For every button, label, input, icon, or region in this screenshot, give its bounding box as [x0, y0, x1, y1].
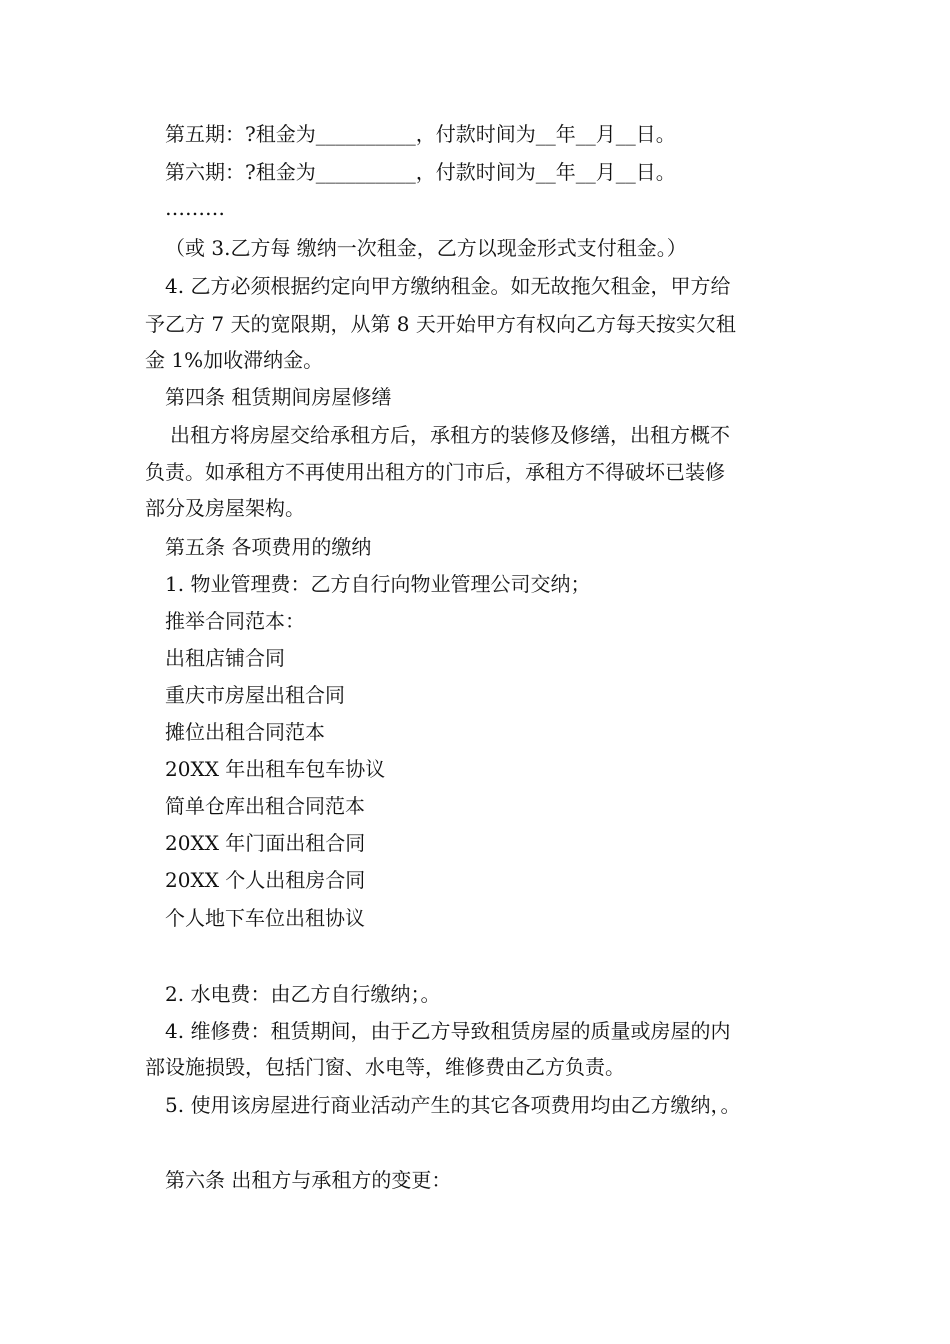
template-link-taxi-charter[interactable]: 20XX 年出租车包车协议 — [165, 757, 386, 781]
utility-fee-item: 2. 水电费：由乙方自行缴纳；。 — [165, 982, 441, 1006]
template-link-parking-space[interactable]: 个人地下车位出租协议 — [165, 906, 365, 930]
clause-4-line-3: 金 1%加收滞纳金。 — [145, 348, 324, 372]
article-4-body-line-2: 负责。如承租方不再使用出租方的门市后，承租方不得破坏已装修 — [145, 460, 725, 484]
ellipsis-line: ……… — [165, 196, 225, 220]
article-4-body-line-3: 部分及房屋架构。 — [145, 496, 305, 520]
clause-4-line-1: 4. 乙方必须根据约定向甲方缴纳租金。如无故拖欠租金，甲方给 — [165, 274, 731, 298]
article-4-body-line-1: 出租方将房屋交给承租方后，承租方的装修及修缮，出租方概不 — [170, 423, 730, 447]
template-link-warehouse-lease[interactable]: 简单仓库出租合同范本 — [165, 794, 365, 818]
article-5-heading: 第五条 各项费用的缴纳 — [165, 535, 372, 559]
template-link-chongqing-house[interactable]: 重庆市房屋出租合同 — [165, 683, 345, 707]
payment-period-5: 第五期：?租金为__________，付款时间为__年__月__日。 — [165, 122, 676, 146]
property-fee-item: 1. 物业管理费：乙方自行向物业管理公司交纳； — [165, 572, 591, 596]
payment-period-6: 第六期：?租金为__________，付款时间为__年__月__日。 — [165, 160, 676, 184]
other-fees-item: 5. 使用该房屋进行商业活动产生的其它各项费用均由乙方缴纳，。 — [165, 1093, 741, 1117]
article-4-heading: 第四条 租赁期间房屋修缮 — [165, 385, 392, 409]
template-link-personal-house[interactable]: 20XX 个人出租房合同 — [165, 868, 366, 892]
template-link-shop-lease[interactable]: 出租店铺合同 — [165, 646, 285, 670]
payment-alternative-note: （或 3.乙方每 缴纳一次租金，乙方以现金形式支付租金。） — [165, 236, 687, 260]
maintenance-fee-line-1: 4. 维修费：租赁期间，由于乙方导致租赁房屋的质量或房屋的内 — [165, 1019, 731, 1043]
template-link-stall-lease[interactable]: 摊位出租合同范本 — [165, 720, 325, 744]
maintenance-fee-line-2: 部设施损毁，包括门窗、水电等，维修费由乙方负责。 — [145, 1055, 625, 1079]
template-link-storefront-lease[interactable]: 20XX 年门面出租合同 — [165, 831, 366, 855]
clause-4-line-2: 予乙方 7 天的宽限期，从第 8 天开始甲方有权向乙方每天按实欠租 — [145, 312, 736, 336]
article-6-heading: 第六条 出租方与承租方的变更： — [165, 1168, 452, 1192]
recommended-templates-label: 推举合同范本： — [165, 609, 305, 633]
